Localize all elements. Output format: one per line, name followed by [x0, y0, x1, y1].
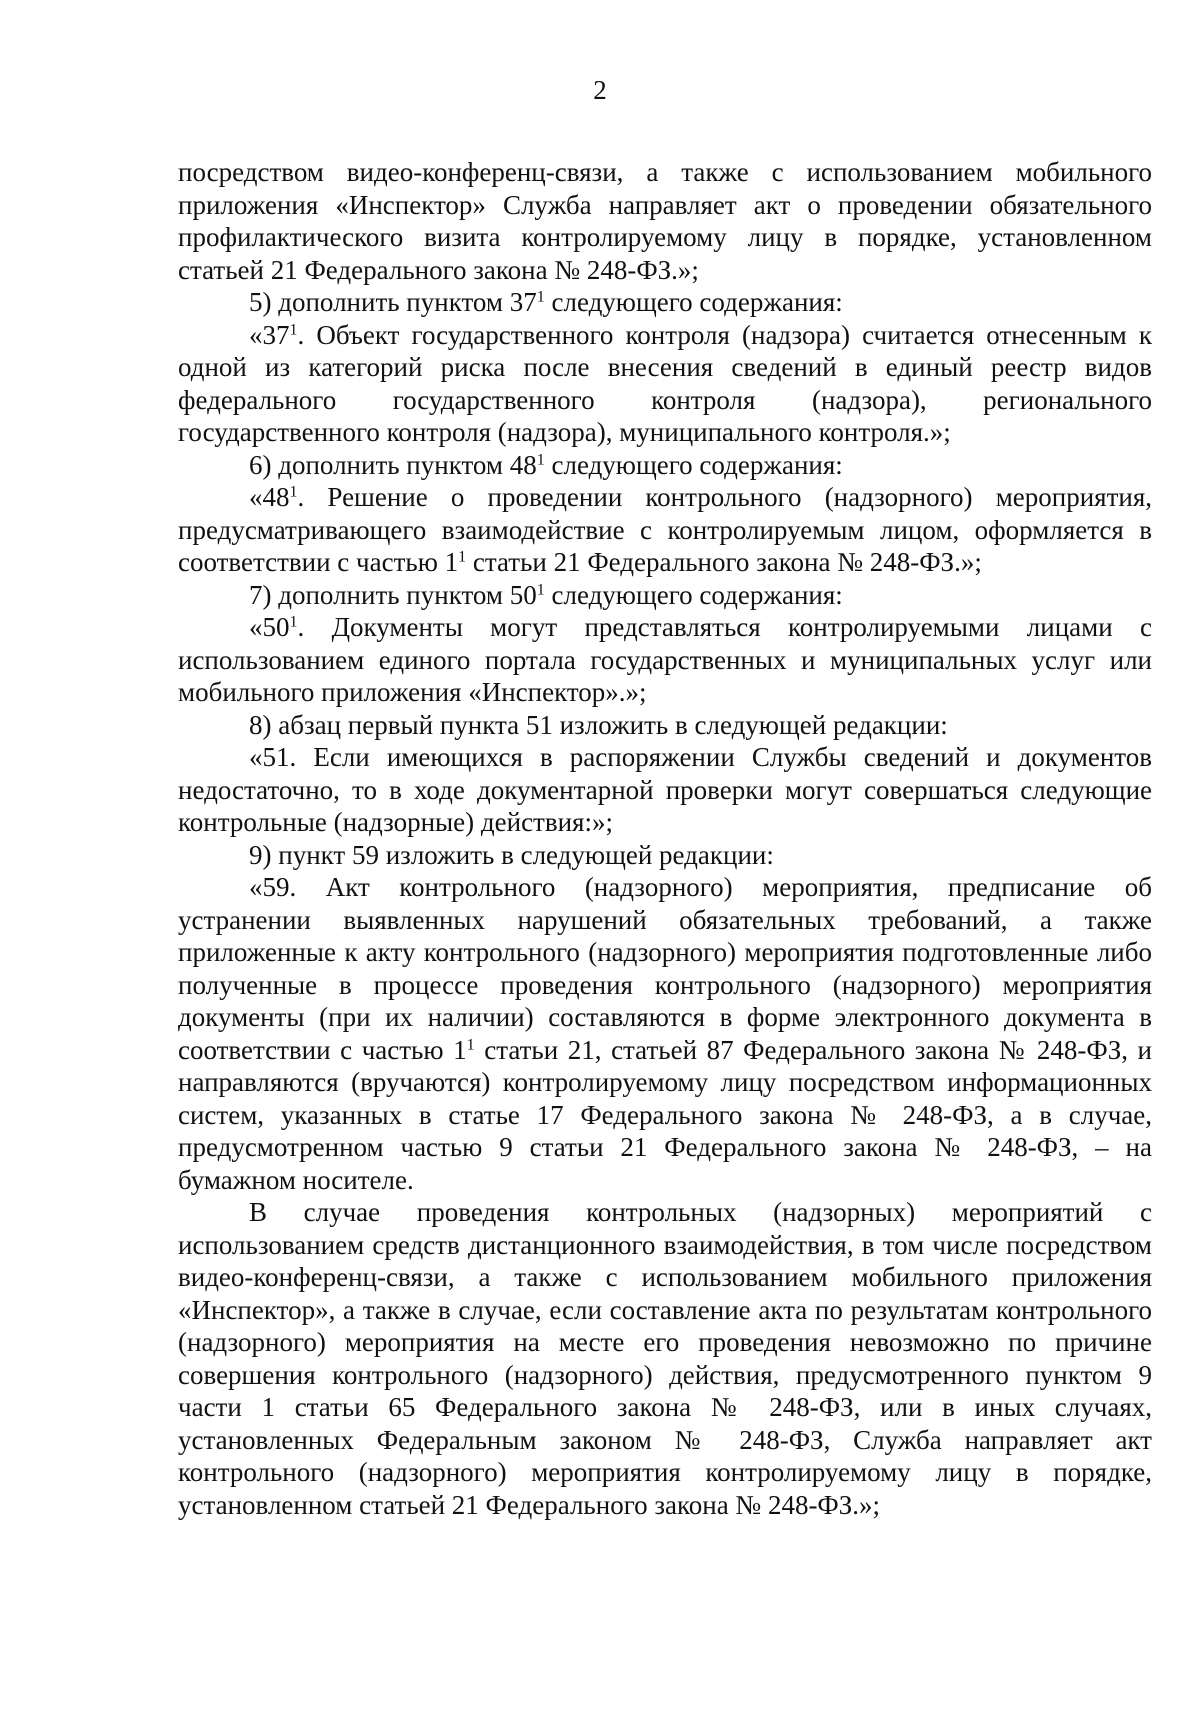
paragraph-p2 [178, 286, 1152, 319]
paragraph-p7 [178, 611, 1152, 709]
paragraph-text-run: В случае проведения контрольных (надзорных) мероприятий с использованием средств дистанционного взаимодействия, в том числе посредством видео-конференц-связи, а также с использованием мобильного приложения «Инспектор», а также в случае, если составление акта по результатам контрольного (надзорного) мероприятия на месте его проведения невозможно по причине совершения контрольного (надзорного) действия, предусмотренного пунктом 9 части 1 статьи 65 Федерального закона № 248-ФЗ, или в иных случаях, установленных Федеральным законом № 248-ФЗ, Служба направляет акт контрольного (надзорного) мероприятия контролируемому лицу в порядке, установленном статьей 21 Федерального закона № 248-ФЗ.»; [178, 1197, 1152, 1520]
paragraph-p8 [178, 709, 1152, 742]
paragraph-p9 [178, 741, 1152, 839]
paragraph-p10 [178, 839, 1152, 872]
document-body [178, 156, 1152, 1521]
paragraph-text-run: 7) дополнить пунктом 50 [249, 579, 537, 610]
superscript-index: 1 [289, 613, 298, 631]
paragraph-p1 [178, 156, 1152, 286]
paragraph-text-run: следующего содержания: [544, 449, 843, 480]
superscript-index: 1 [536, 450, 545, 468]
paragraph-text-run: 8) абзац первый пункта 51 изложить в следующей редакции: [249, 709, 948, 740]
paragraph-p5 [178, 481, 1152, 579]
paragraph-text-run: «59. Акт контрольного (надзорного) мероприятия, предписание об устранении выявленных нарушений обязательных требований, а также приложенные к акту контрольного (надзорного) мероприятия подготовленные либо полученные в процессе проведения контрольного (надзорного) мероприятия документы (при их наличии) составляются в форме электронного документа в соответствии с частью 1 [178, 872, 1152, 1065]
paragraph-text-run: статьи 21, статьей 87 Федерального закона № 248-ФЗ, и направляются (вручаются) контролируемому лицу посредством информационных систем, указанных в статье 17 Федерального закона № 248-ФЗ, а в случае, предусмотренном частью 9 статьи 21 Федерального закона № 248-ФЗ, – на бумажном носителе. [178, 1034, 1152, 1195]
paragraph-text-run: . Объект государственного контроля (надзора) считается отнесенным к одной из категорий риска после внесения сведений в единый реестр видов федерального государственного контроля (надзора), регионального государственного контроля (надзора), муниципального контроля.»; [178, 319, 1152, 447]
paragraph-p11 [178, 871, 1152, 1196]
superscript-index: 1 [289, 320, 298, 338]
paragraph-p3 [178, 319, 1152, 449]
superscript-index: 1 [466, 1035, 475, 1053]
paragraph-text-run: «51. Если имеющихся в распоряжении Службы сведений и документов недостаточно, то в ходе документарной проверки могут совершаться следующие контрольные (надзорные) действия:»; [178, 742, 1152, 837]
paragraph-text-run: . Решение о проведении контрольного (надзорного) мероприятия, предусматривающего взаимодействие с контролируемым лицом, оформляется в соответствии с частью 1 [178, 482, 1152, 577]
paragraph-text-run: посредством видео-конференц-связи, а также с использованием мобильного приложения «Инспектор» Служба направляет акт о проведении обязательного профилактического визита контролируемому лицу в порядке, установленном статьей 21 Федерального закона № 248-ФЗ.»; [178, 157, 1152, 285]
paragraph-text-run: статьи 21 Федерального закона № 248-ФЗ.»; [466, 547, 982, 577]
paragraph-text-run: следующего содержания: [544, 579, 843, 610]
paragraph-p4 [178, 449, 1152, 482]
paragraph-p12 [178, 1196, 1152, 1521]
paragraph-text-run: «50 [249, 612, 290, 642]
paragraph-text-run: «37 [249, 319, 290, 350]
superscript-index: 1 [458, 548, 467, 566]
paragraph-text-run: . Документы могут представляться контролируемыми лицами с использованием единого портала государственных и муниципальных услуг или мобильного приложения «Инспектор».»; [178, 612, 1152, 707]
paragraph-text-run: следующего содержания: [544, 287, 843, 317]
paragraph-text-run: «48 [249, 482, 290, 512]
superscript-index: 1 [536, 288, 545, 306]
paragraph-text-run: 9) пункт 59 изложить в следующей редакции: [249, 839, 774, 870]
paragraph-text-run: 6) дополнить пунктом 48 [249, 449, 537, 480]
paragraph-text-run: 5) дополнить пунктом 37 [249, 287, 537, 317]
superscript-index: 1 [536, 580, 545, 598]
superscript-index: 1 [289, 483, 298, 501]
page-number: 2 [593, 75, 607, 105]
paragraph-p6 [178, 579, 1152, 612]
